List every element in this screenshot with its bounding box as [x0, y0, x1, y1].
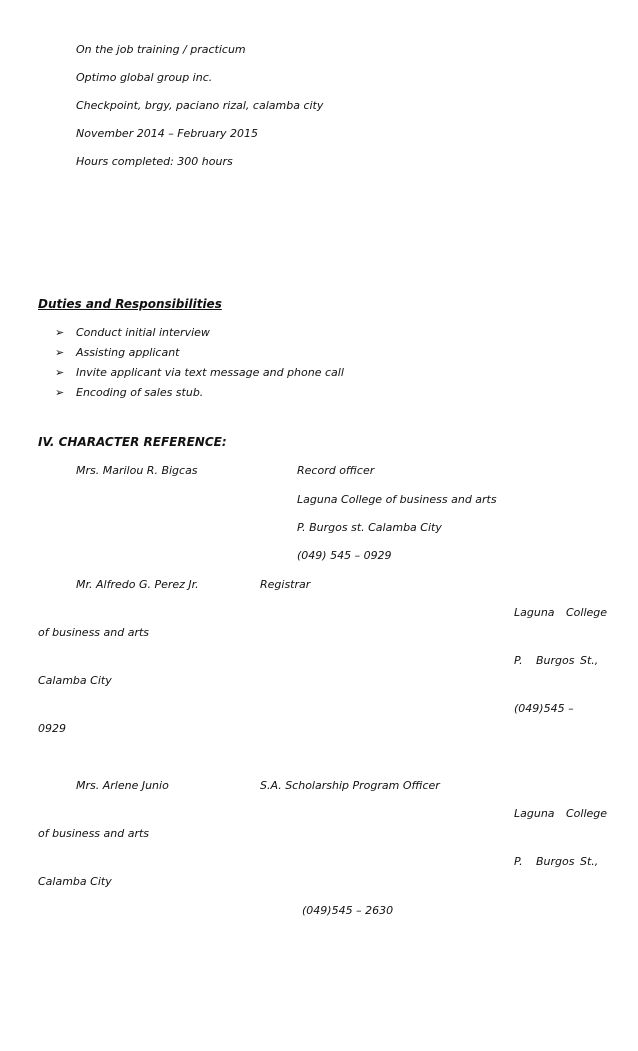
ref3-school-part-a: Laguna [514, 807, 555, 820]
ref1-address: P. Burgos st. Calamba City [297, 521, 442, 534]
bullet-arrow-icon: ➢ [55, 346, 65, 359]
ojt-hours: Hours completed: 300 hours [76, 155, 233, 168]
duty-item: Invite applicant via text message and phone call [76, 366, 344, 379]
bullet-arrow-icon: ➢ [55, 326, 65, 339]
ref3-school-part-c: of business and arts [38, 827, 150, 840]
ref2-school-part-b: College [566, 606, 608, 619]
ref1-name: Mrs. Marilou R. Bigcas [76, 464, 198, 477]
ref2-school-part-a: Laguna [514, 606, 555, 619]
ref3-phone: (049)545 – 2630 [302, 904, 394, 917]
ref2-address-part-c: St., [580, 654, 599, 667]
ref2-phone-part-a: (049)545 – [514, 702, 574, 715]
ref3-address-part-d: Calamba City [38, 875, 112, 888]
ojt-address: Checkpoint, brgy, paciano rizal, calamba city [76, 99, 324, 112]
ojt-title: On the job training / practicum [76, 43, 246, 56]
ojt-period: November 2014 – February 2015 [76, 127, 259, 140]
ref3-name: Mrs. Arlene Junio [76, 779, 169, 792]
ref1-phone: (049) 545 – 0929 [297, 549, 392, 562]
ref3-position: S.A. Scholarship Program Officer [260, 779, 440, 792]
ref2-school-part-c: of business and arts [38, 626, 150, 639]
bullet-arrow-icon: ➢ [55, 386, 65, 399]
references-heading: IV. CHARACTER REFERENCE: [38, 435, 227, 449]
ref2-position: Registrar [260, 578, 311, 591]
duty-item: Assisting applicant [76, 346, 180, 359]
ref2-name: Mr. Alfredo G. Perez Jr. [76, 578, 199, 591]
ref1-position: Record officer [297, 464, 375, 477]
ref2-address-part-b: Burgos [536, 654, 575, 667]
ref3-address-part-c: St., [580, 855, 599, 868]
bullet-arrow-icon: ➢ [55, 366, 65, 379]
ref2-address-part-d: Calamba City [38, 674, 112, 687]
duty-item: Encoding of sales stub. [76, 386, 204, 399]
duties-heading: Duties and Responsibilities [38, 297, 222, 311]
ojt-company: Optimo global group inc. [76, 71, 213, 84]
ref3-address-part-b: Burgos [536, 855, 575, 868]
ref2-phone-part-b: 0929 [38, 722, 66, 735]
duty-item: Conduct initial interview [76, 326, 210, 339]
ref3-school-part-b: College [566, 807, 608, 820]
ref3-address-part-a: P. [514, 855, 523, 868]
ref1-school: Laguna College of business and arts [297, 493, 497, 506]
ref2-address-part-a: P. [514, 654, 523, 667]
